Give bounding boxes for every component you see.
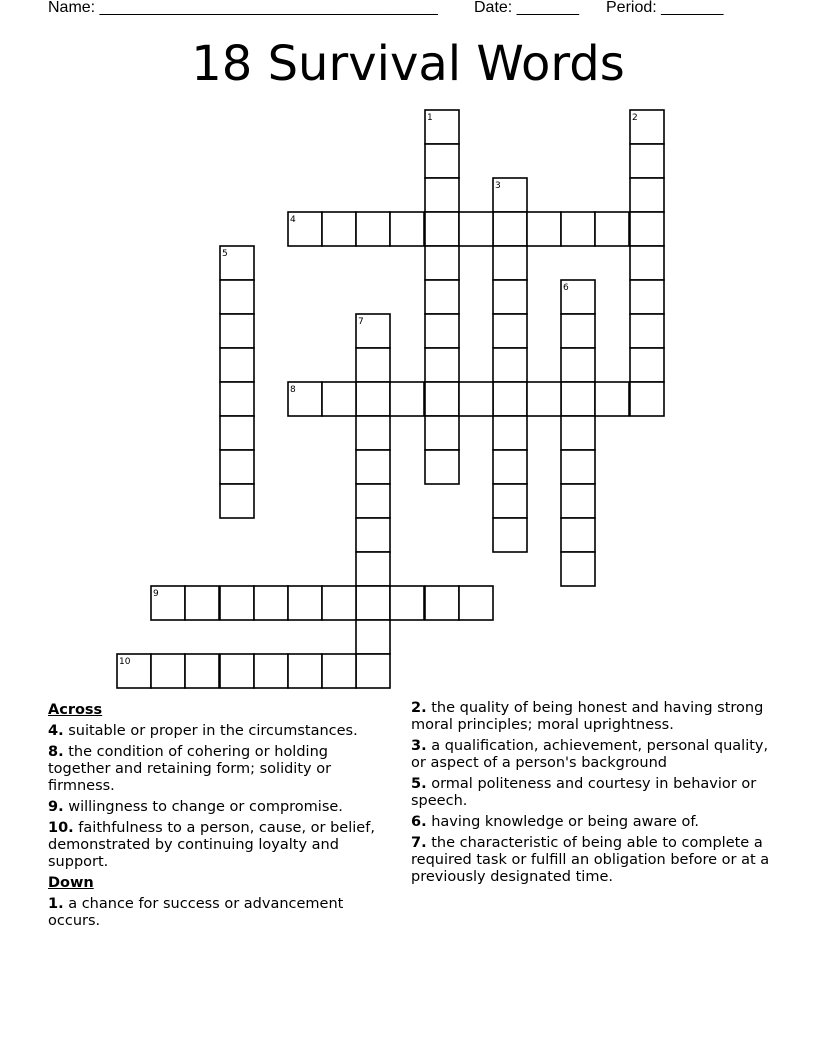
- cell-number: 10: [119, 657, 131, 667]
- crossword-cell[interactable]: [322, 382, 356, 416]
- cell-number: 3: [495, 181, 501, 191]
- crossword-cell[interactable]: [288, 654, 322, 688]
- cell-number: 6: [563, 283, 569, 293]
- clue-text: the condition of cohering or holding together and retaining form; solidity or firmness.: [48, 744, 332, 794]
- crossword-cell[interactable]: [493, 416, 527, 450]
- cell-number: 1: [427, 113, 433, 123]
- clue-text: a qualification, achievement, personal quality, or aspect of a person's background: [411, 738, 769, 771]
- crossword-cell[interactable]: [425, 280, 459, 314]
- clue-across-9: [48, 799, 393, 816]
- crossword-cell[interactable]: [630, 246, 664, 280]
- clue-down-6: [411, 814, 771, 831]
- crossword-cell[interactable]: [356, 416, 390, 450]
- crossword-cell[interactable]: [220, 586, 254, 620]
- crossword-cell[interactable]: [493, 382, 527, 416]
- clue-number: 3.: [411, 738, 427, 754]
- crossword-cell[interactable]: [425, 212, 459, 246]
- crossword-cell[interactable]: [630, 212, 664, 246]
- crossword-cell[interactable]: [390, 212, 424, 246]
- crossword-cell[interactable]: [220, 382, 254, 416]
- crossword-cell[interactable]: [185, 654, 219, 688]
- crossword-cell[interactable]: [220, 450, 254, 484]
- clue-text: the quality of being honest and having strong moral principles; moral uprightness.: [411, 700, 764, 733]
- crossword-cell[interactable]: [425, 314, 459, 348]
- clue-across-10: [48, 820, 393, 871]
- clue-number: 8.: [48, 744, 64, 760]
- name-field-label: Name: ______________________________________: [48, 0, 438, 16]
- crossword-cell[interactable]: [220, 314, 254, 348]
- crossword-cell[interactable]: [630, 178, 664, 212]
- crossword-cell[interactable]: [493, 484, 527, 518]
- crossword-cell[interactable]: [459, 586, 493, 620]
- crossword-cell[interactable]: [493, 348, 527, 382]
- page-title: 18 Survival Words: [191, 36, 625, 92]
- clue-number: 9.: [48, 799, 64, 815]
- crossword-cell[interactable]: [493, 314, 527, 348]
- crossword-cell[interactable]: [220, 416, 254, 450]
- crossword-cell[interactable]: [493, 212, 527, 246]
- crossword-cell[interactable]: [220, 654, 254, 688]
- crossword-cell[interactable]: [390, 586, 424, 620]
- clue-across-8: [48, 744, 393, 795]
- crossword-cell[interactable]: [493, 518, 527, 552]
- down-heading: Down: [48, 875, 94, 891]
- crossword-cell[interactable]: [561, 450, 595, 484]
- clue-text: faithfulness to a person, cause, or belief, demonstrated by continuing loyalty and support.: [48, 820, 375, 870]
- clue-down-3: [411, 738, 771, 772]
- crossword-cell[interactable]: [630, 382, 664, 416]
- crossword-cell[interactable]: [493, 246, 527, 280]
- clue-number: 6.: [411, 814, 427, 830]
- crossword-cell[interactable]: [561, 382, 595, 416]
- cell-number: 8: [290, 385, 296, 395]
- crossword-cell[interactable]: [254, 586, 288, 620]
- crossword-cell[interactable]: [322, 654, 356, 688]
- crossword-cell[interactable]: [425, 246, 459, 280]
- crossword-cell[interactable]: [356, 620, 390, 654]
- crossword-cell[interactable]: [425, 586, 459, 620]
- crossword-cell[interactable]: [561, 314, 595, 348]
- crossword-cell[interactable]: [425, 416, 459, 450]
- crossword-cell[interactable]: [595, 212, 629, 246]
- crossword-cell[interactable]: [561, 552, 595, 586]
- clues-right-column: [411, 700, 771, 890]
- clue-down-7: [411, 835, 771, 886]
- crossword-cell[interactable]: [493, 450, 527, 484]
- crossword-cell[interactable]: [390, 382, 424, 416]
- crossword-cell[interactable]: [630, 314, 664, 348]
- clue-down-5: [411, 776, 771, 810]
- crossword-cell[interactable]: [220, 484, 254, 518]
- crossword-cell[interactable]: [254, 654, 288, 688]
- period-field-label: Period: _______: [606, 0, 724, 16]
- clue-across-4: [48, 723, 393, 740]
- clue-text: having knowledge or being aware of.: [426, 814, 700, 830]
- crossword-cell[interactable]: [356, 552, 390, 586]
- crossword-cell[interactable]: [527, 382, 561, 416]
- crossword-cell[interactable]: [561, 518, 595, 552]
- crossword-cell[interactable]: [356, 382, 390, 416]
- clue-text: the characteristic of being able to complete a required task or fulfill an obligation before or at a previously designated time.: [411, 835, 770, 885]
- crossword-cell[interactable]: [630, 144, 664, 178]
- clue-number: 4.: [48, 723, 64, 739]
- crossword-cell[interactable]: [356, 212, 390, 246]
- cell-number: 5: [222, 249, 228, 259]
- clue-text: a chance for success or advancement occurs.: [48, 896, 344, 929]
- clue-down-2: [411, 700, 771, 734]
- crossword-cell[interactable]: [561, 348, 595, 382]
- clue-number: 10.: [48, 820, 74, 836]
- clue-number: 2.: [411, 700, 427, 716]
- clue-text: suitable or proper in the circumstances.: [63, 723, 358, 739]
- crossword-cell[interactable]: [425, 348, 459, 382]
- crossword-cell[interactable]: [459, 212, 493, 246]
- crossword-cell[interactable]: [425, 382, 459, 416]
- crossword-cell[interactable]: [151, 654, 185, 688]
- clues-left-column: [48, 700, 393, 934]
- crossword-cell[interactable]: [356, 450, 390, 484]
- crossword-cell[interactable]: [459, 382, 493, 416]
- crossword-cell[interactable]: [356, 518, 390, 552]
- crossword-cell[interactable]: [220, 280, 254, 314]
- crossword-cell[interactable]: [527, 212, 561, 246]
- crossword-cell[interactable]: [322, 212, 356, 246]
- crossword-cell[interactable]: [630, 280, 664, 314]
- clue-text: ormal politeness and courtesy in behavior or speech.: [411, 776, 757, 809]
- crossword-cell[interactable]: [561, 416, 595, 450]
- crossword-cell[interactable]: [493, 280, 527, 314]
- crossword-cell[interactable]: [356, 654, 390, 688]
- clue-number: 1.: [48, 896, 64, 912]
- crossword-cell[interactable]: [561, 484, 595, 518]
- crossword-cell[interactable]: [425, 450, 459, 484]
- crossword-cell[interactable]: [630, 348, 664, 382]
- cell-number: 2: [632, 113, 638, 123]
- date-field-label: Date: _______: [474, 0, 579, 16]
- crossword-cell[interactable]: [595, 382, 629, 416]
- crossword-cell[interactable]: [561, 212, 595, 246]
- crossword-cell[interactable]: [185, 586, 219, 620]
- across-heading: Across: [48, 702, 103, 718]
- clue-down-1: [48, 896, 393, 930]
- crossword-cell[interactable]: [288, 586, 322, 620]
- crossword-cell[interactable]: [220, 348, 254, 382]
- clue-number: 5.: [411, 776, 427, 792]
- crossword-cell[interactable]: [322, 586, 356, 620]
- clue-number: 7.: [411, 835, 427, 851]
- cell-number: 7: [358, 317, 364, 327]
- crossword-cell[interactable]: [356, 484, 390, 518]
- crossword-cell[interactable]: [356, 586, 390, 620]
- clue-text: willingness to change or compromise.: [63, 799, 343, 815]
- cell-number: 9: [153, 589, 159, 599]
- crossword-cell[interactable]: [356, 348, 390, 382]
- cell-number: 4: [290, 215, 296, 225]
- crossword-cell[interactable]: [425, 144, 459, 178]
- crossword-cell[interactable]: [425, 178, 459, 212]
